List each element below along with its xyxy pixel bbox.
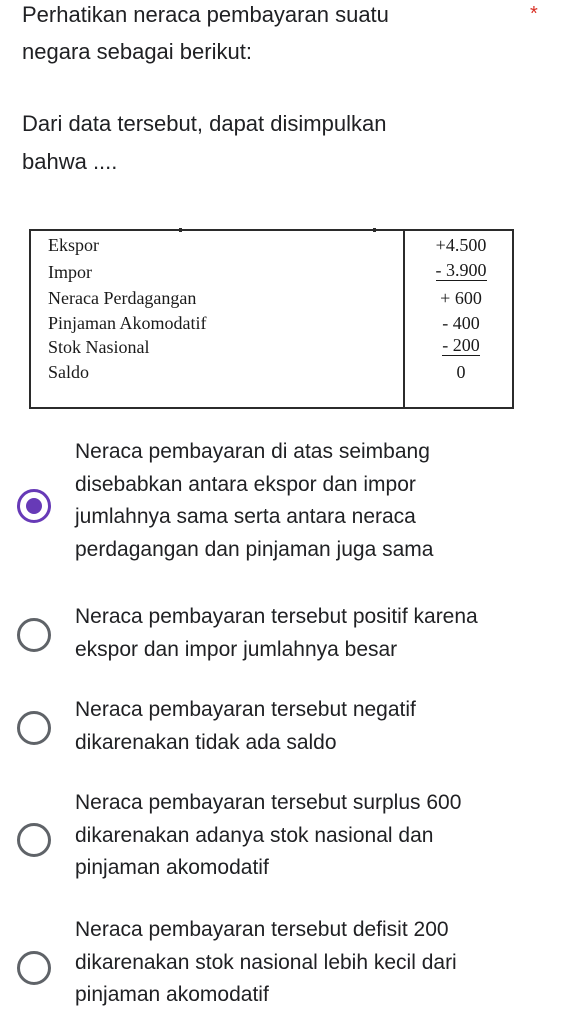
option-1-line-3: jumlahnya sama serta antara neraca bbox=[75, 505, 416, 528]
table-tick-mark bbox=[179, 228, 182, 232]
radio-button-option-5[interactable] bbox=[17, 951, 51, 985]
table-value-stok-nasional bbox=[409, 333, 513, 357]
option-2-line-2: ekspor dan impor jumlahnya besar bbox=[75, 637, 398, 661]
required-asterisk: * bbox=[530, 3, 538, 25]
option-4-label bbox=[75, 787, 555, 885]
radio-button-option-4[interactable] bbox=[17, 823, 51, 857]
table-value-pinjaman-akomodatif: - 400 bbox=[442, 313, 480, 333]
option-4-line-1: Neraca pembayaran tersebut surplus 600 bbox=[75, 791, 462, 814]
option-2-label bbox=[75, 601, 555, 666]
option-5-line-3: pinjaman akomodatif bbox=[75, 983, 269, 1006]
option-3-line-1: Neraca pembayaran tersebut negatif bbox=[75, 698, 416, 721]
option-2-line-1: Neraca pembayaran tersebut positif karena bbox=[75, 605, 478, 628]
option-3[interactable] bbox=[0, 694, 564, 764]
option-5-line-2: dikarenakan stok nasional lebih kecil dari bbox=[75, 950, 457, 974]
option-1-line-1: Neraca pembayaran di atas seimbang bbox=[75, 440, 430, 463]
question-line-1: Perhatikan neraca pembayaran suatu bbox=[22, 2, 389, 27]
table-value-neraca-perdagangan: + 600 bbox=[440, 288, 482, 308]
table-value-impor bbox=[409, 258, 513, 282]
option-4-line-3: pinjaman akomodatif bbox=[75, 856, 269, 879]
option-5-label bbox=[75, 914, 555, 1012]
balance-of-payments-table-image bbox=[29, 229, 514, 409]
option-2[interactable] bbox=[0, 601, 564, 671]
radio-button-option-1[interactable] bbox=[17, 489, 51, 523]
option-3-label bbox=[75, 694, 555, 759]
radio-button-option-3[interactable] bbox=[17, 711, 51, 745]
option-3-line-2: dikarenakan tidak ada saldo bbox=[75, 730, 337, 754]
question-line-2: negara sebagai berikut: bbox=[22, 39, 252, 64]
radio-button-option-2[interactable] bbox=[17, 618, 51, 652]
option-5[interactable] bbox=[0, 914, 564, 1019]
option-4-line-2: dikarenakan adanya stok nasional dan bbox=[75, 823, 434, 847]
table-label-pinjaman-akomodatif: Pinjaman Akomodatif bbox=[48, 313, 207, 333]
table-value-saldo: 0 bbox=[456, 362, 466, 382]
table-value-ekspor: +4.500 bbox=[435, 235, 487, 255]
table-label-saldo: Saldo bbox=[48, 362, 90, 382]
question-line-3: Dari data tersebut, dapat disimpulkan bbox=[22, 111, 387, 136]
table-label-neraca-perdagangan: Neraca Perdagangan bbox=[48, 288, 197, 308]
option-1-label bbox=[75, 436, 555, 566]
question-line-4: bahwa .... bbox=[22, 149, 118, 174]
option-1[interactable] bbox=[0, 436, 564, 586]
table-tick-mark bbox=[373, 228, 376, 232]
option-5-line-1: Neraca pembayaran tersebut defisit 200 bbox=[75, 918, 449, 941]
option-1-line-4: perdagangan dan pinjaman juga sama bbox=[75, 537, 434, 561]
table-value-impor-text: - 3.900 bbox=[435, 260, 487, 280]
table-label-ekspor: Ekspor bbox=[48, 235, 99, 255]
table-divider bbox=[403, 231, 405, 407]
table-value-stok-nasional-text: - 200 bbox=[442, 335, 480, 355]
option-4[interactable] bbox=[0, 787, 564, 892]
table-label-stok-nasional: Stok Nasional bbox=[48, 337, 150, 357]
option-1-line-2: disebabkan antara ekspor dan impor bbox=[75, 472, 416, 496]
table-label-impor: Impor bbox=[48, 262, 92, 282]
